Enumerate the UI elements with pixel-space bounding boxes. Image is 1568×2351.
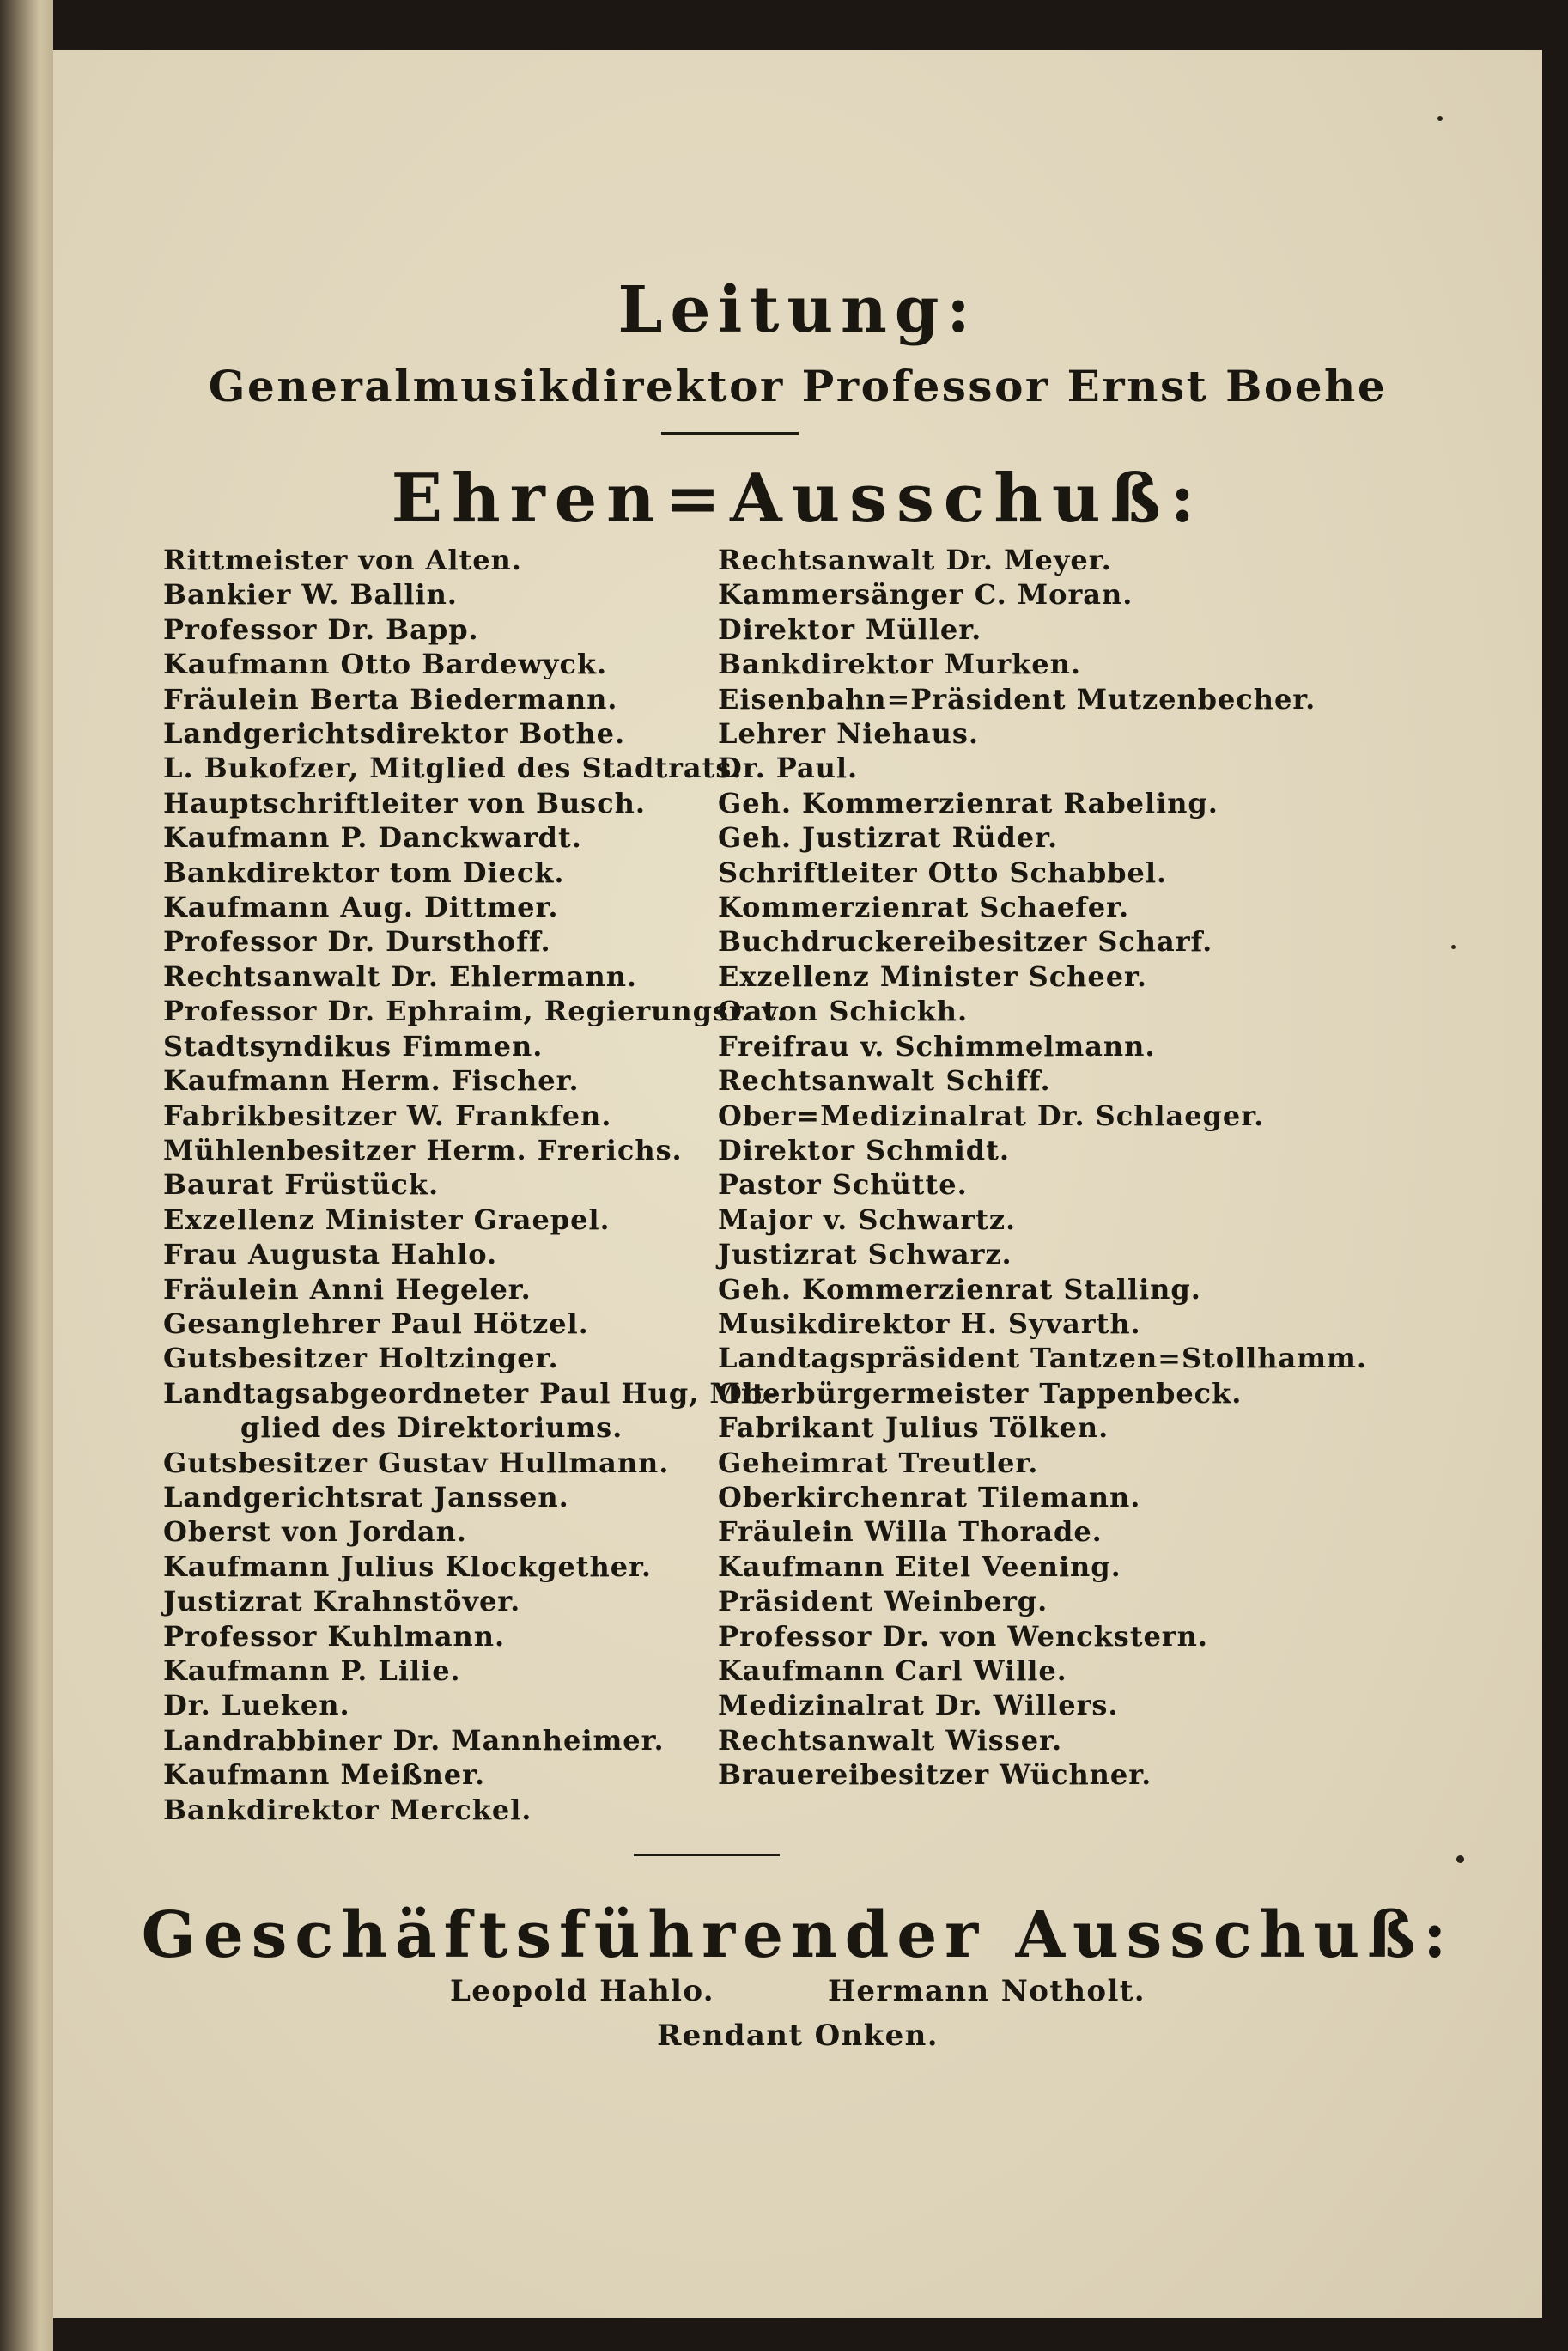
member-entry: Eisenbahn=Präsident Mutzenbecher. xyxy=(718,682,1316,716)
member-entry: Professor Kuhlmann. xyxy=(163,1619,506,1653)
member-entry: Justizrat Schwarz. xyxy=(718,1238,1012,1271)
member-entry: Rechtsanwalt Wisser. xyxy=(718,1723,1063,1757)
member-entry: Kommerzienrat Schaefer. xyxy=(718,891,1130,924)
member-entry: Kaufmann Carl Wille. xyxy=(718,1654,1067,1687)
member-entry: Kaufmann P. Danckwardt. xyxy=(163,821,582,855)
member-entry: Rechtsanwalt Dr. Meyer. xyxy=(718,544,1112,576)
member-entry: Fräulein Willa Thorade. xyxy=(718,1515,1103,1549)
member-entry: Kammersänger C. Moran. xyxy=(718,578,1133,612)
member-entry: Bankdirektor tom Dieck. xyxy=(163,856,565,889)
ehren-ausschuss-title: Ehren=Ausschuß: xyxy=(391,460,1205,538)
member-entry: Kaufmann Otto Bardewyck. xyxy=(163,648,608,681)
member-entry: Ober=Medizinalrat Dr. Schlaeger. xyxy=(718,1099,1265,1132)
member-entry: Schriftleiter Otto Schabbel. xyxy=(718,856,1168,889)
member-entry: Geheimrat Treutler. xyxy=(718,1446,1039,1479)
member-entry: Rittmeister von Alten. xyxy=(163,544,522,576)
exec-members-line xyxy=(53,1974,1542,2008)
member-entry: Hauptschriftleiter von Busch. xyxy=(163,786,646,819)
member-entry: Fabrikant Julius Tölken. xyxy=(718,1411,1109,1445)
member-entry: Kaufmann Herm. Fischer. xyxy=(163,1064,580,1098)
paper-speck xyxy=(1456,1855,1464,1863)
member-entry: Landtagspräsident Tantzen=Stollhamm. xyxy=(718,1342,1367,1375)
member-entry: Fräulein Anni Hegeler. xyxy=(163,1272,532,1306)
member-entry: Oberbürgermeister Tappenbeck. xyxy=(718,1376,1243,1410)
member-entry: Kaufmann Eitel Veening. xyxy=(718,1550,1121,1583)
member-entry: Fräulein Berta Biedermann. xyxy=(163,682,618,716)
ehren-list-right xyxy=(718,543,1367,1793)
book-spine xyxy=(0,0,53,2351)
paper-speck xyxy=(1451,945,1456,949)
member-entry: glied des Direktoriums. xyxy=(240,1411,623,1445)
member-entry: Bankier W. Ballin. xyxy=(163,578,458,612)
exec-treasurer: Rendant Onken. xyxy=(657,2019,939,2053)
member-entry: Buchdruckereibesitzer Scharf. xyxy=(718,925,1213,959)
member-entry: Pastor Schütte. xyxy=(718,1168,968,1202)
member-entry: Landgerichtsrat Janssen. xyxy=(163,1480,569,1514)
leitung-name: Generalmusikdirektor Professor Ernst Boehe xyxy=(208,361,1388,411)
member-entry: Brauereibesitzer Wüchner. xyxy=(718,1758,1152,1792)
member-entry: Dr. Paul. xyxy=(718,752,859,785)
member-entry: Dr. Lueken. xyxy=(163,1689,350,1722)
member-entry: Rechtsanwalt Dr. Ehlermann. xyxy=(163,959,638,993)
member-entry: Fabrikbesitzer W. Frankfen. xyxy=(163,1099,612,1132)
member-entry: Landgerichtsdirektor Bothe. xyxy=(163,717,626,751)
member-entry: Kaufmann Meißner. xyxy=(163,1758,486,1792)
member-entry: Professor Dr. Bapp. xyxy=(163,612,479,646)
divider-rule-lower xyxy=(634,1854,780,1856)
member-entry: L. Bukofzer, Mitglied des Stadtrats. xyxy=(163,752,743,785)
member-entry: Direktor Schmidt. xyxy=(718,1133,1010,1166)
member-entry: Direktor Müller. xyxy=(718,612,982,646)
member-entry: Oberkirchenrat Tilemann. xyxy=(718,1480,1141,1514)
member-entry: Medizinalrat Dr. Willers. xyxy=(718,1689,1119,1722)
member-entry: O. von Schickh. xyxy=(718,995,969,1028)
member-entry: Freifrau v. Schimmelmann. xyxy=(718,1029,1156,1063)
member-entry: Frau Augusta Hahlo. xyxy=(163,1238,498,1271)
leitung-title: Leitung: xyxy=(617,273,978,347)
member-entry: Präsident Weinberg. xyxy=(718,1585,1048,1618)
member-entry: Bankdirektor Murken. xyxy=(718,648,1081,681)
member-entry: Justizrat Krahnstöver. xyxy=(163,1585,521,1618)
member-entry: Geh. Kommerzienrat Rabeling. xyxy=(718,786,1219,819)
ehren-list-left xyxy=(163,543,787,1827)
member-entry: Musikdirektor H. Syvarth. xyxy=(718,1306,1141,1340)
divider-rule xyxy=(661,432,799,435)
exec-member: Hermann Notholt. xyxy=(827,1974,1146,2008)
member-entry: Kaufmann P. Lilie. xyxy=(163,1654,461,1687)
member-entry: Geh. Justizrat Rüder. xyxy=(718,821,1059,855)
member-entry: Major v. Schwartz. xyxy=(718,1203,1017,1236)
member-entry: Bankdirektor Merckel. xyxy=(163,1793,532,1826)
member-entry: Kaufmann Julius Klockgether. xyxy=(163,1550,653,1583)
member-entry: Exzellenz Minister Graepel. xyxy=(163,1203,611,1236)
member-entry: Landrabbiner Dr. Mannheimer. xyxy=(163,1723,665,1757)
member-entry: Professor Dr. von Wenckstern. xyxy=(718,1619,1208,1653)
member-entry: Gutsbesitzer Holtzinger. xyxy=(163,1342,559,1375)
geschaeftsfuehrender-title: Geschäftsführender Ausschuß: xyxy=(141,1898,1455,1972)
paper-speck xyxy=(1437,116,1443,121)
exec-member: Leopold Hahlo. xyxy=(450,1974,714,2008)
member-entry: Lehrer Niehaus. xyxy=(718,717,979,751)
member-entry: Mühlenbesitzer Herm. Frerichs. xyxy=(163,1133,683,1166)
member-entry: Exzellenz Minister Scheer. xyxy=(718,959,1148,993)
member-entry: Oberst von Jordan. xyxy=(163,1515,467,1549)
member-entry: Rechtsanwalt Schiff. xyxy=(718,1064,1051,1098)
member-entry: Gutsbesitzer Gustav Hullmann. xyxy=(163,1446,670,1479)
member-entry: Landtagsabgeordneter Paul Hug, Mit- xyxy=(163,1376,778,1410)
member-entry: Gesanglehrer Paul Hötzel. xyxy=(163,1306,589,1340)
member-entry: Baurat Früstück. xyxy=(163,1168,440,1202)
member-entry: Kaufmann Aug. Dittmer. xyxy=(163,891,559,924)
member-entry: Professor Dr. Dursthoff. xyxy=(163,925,551,959)
member-entry: Stadtsyndikus Fimmen. xyxy=(163,1029,544,1063)
member-entry: Professor Dr. Ephraim, Regierungsrat. xyxy=(163,995,787,1028)
member-entry: Geh. Kommerzienrat Stalling. xyxy=(718,1272,1201,1306)
